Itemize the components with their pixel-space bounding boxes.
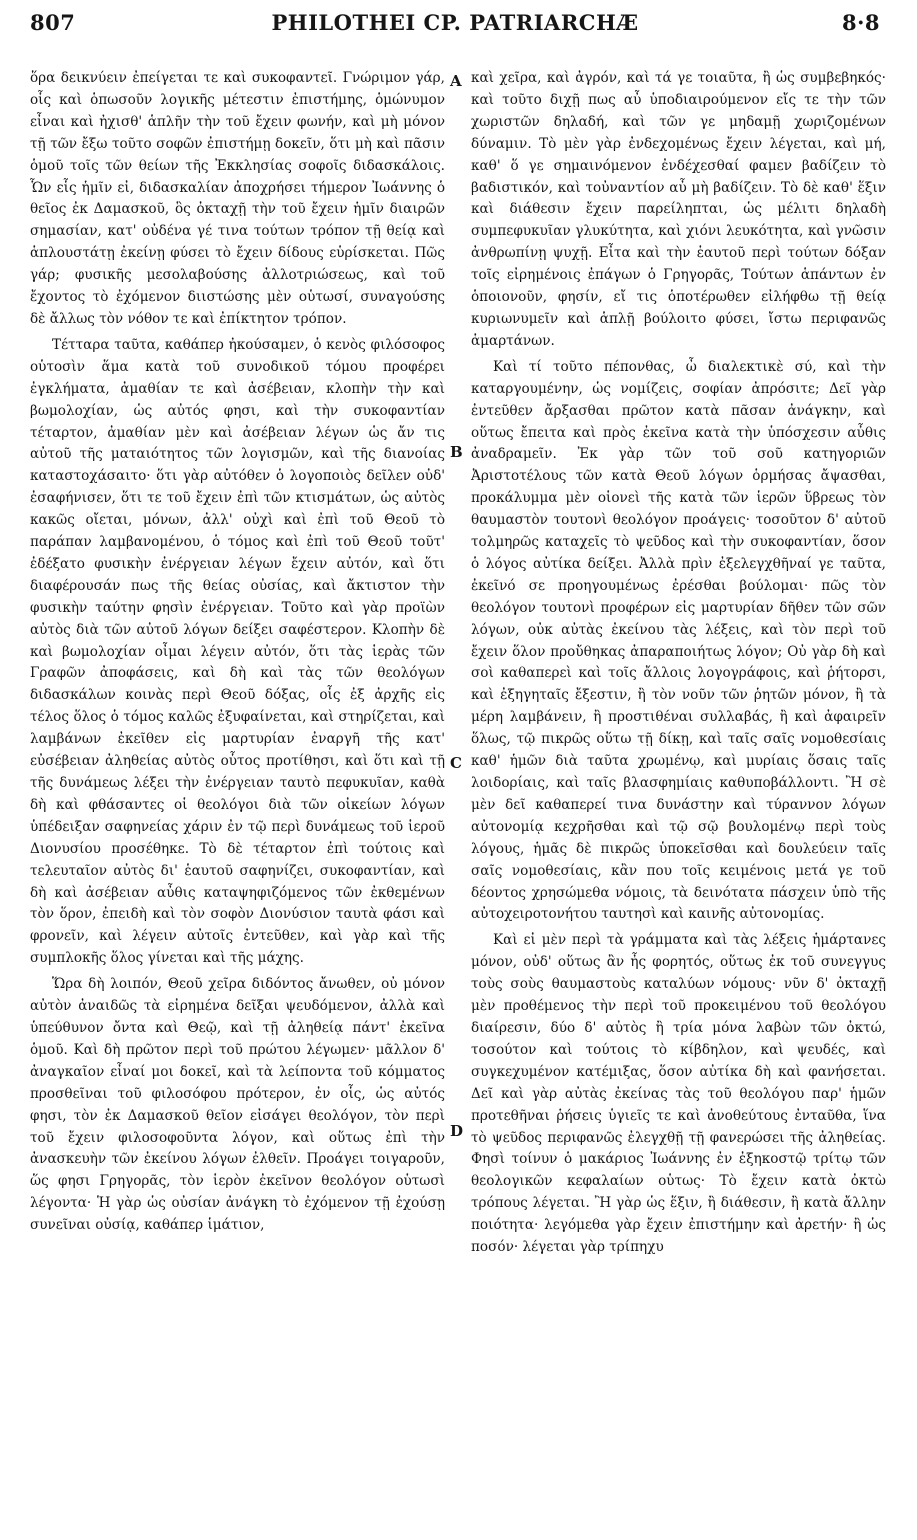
margin-marker-b: B — [450, 443, 463, 461]
right-column — [471, 68, 886, 1259]
left-paragraph-1: ὅρα δεικνύειν ἐπείγεται τε καὶ συκοφαντεῖ. Γνώριμον γάρ, οἷς καὶ ὁπωσοῦν λογικῆς μέτεστιν ἐπιστήμης, ὁμώνυμον εἶναι καὶ ἠχισθ' ἁπλῆν τὴν τοῦ ἔχειν φωνήν, καὶ μὴ μόνον τῇ τῶν ἔξω τοῦτο σοφῶν ἐπιστήμῃ δοκεῖν, ὅτι μὴ καὶ πᾶσιν ὁμοῦ τοῖς τῶν θείων τῆς Ἐκκλησίας σοφοῖς διδασκάλοις. Ὧν εἷς ἡμῖν εἰ, διδασκαλίαν ἀποχρήσει τήμερον Ἰωάννης ὁ θεῖος ἐκ Δαμασκοῦ, ὃς ὀκταχῇ τὴν τοῦ ἔχειν ἡμῖν διαιρῶν σημασίαν, κατ' οὐδένα γέ τινα τούτων τρόπον τῇ θείᾳ καὶ ἁπλουστάτῃ ἐκείνῃ φύσει τὸ ἔχειν δίδους εὑρίσκεται. Πῶς γάρ; φυσικῆς μεσολαβούσης ἀλλοτριώσεως, καὶ τοῦ ἔχοντος τὸ ἐχόμενον διιστώσης μὲν οὑτωσί, συναγούσης δὲ ἄλλως τὸν νόθον τε καὶ ἐπίκτητον τρόπον. — [30, 70, 445, 327]
left-column — [30, 68, 445, 1237]
left-paragraph-2: Τέτταρα ταῦτα, καθάπερ ἠκούσαμεν, ὁ κενὸς φιλόσοφος οὑτοσὶν ἅμα κατὰ τοῦ συνοδικοῦ τόμου προφέρει ἐγκλήματα, ἀμαθίαν τε καὶ ἀσέβειαν, κλοπὴν τὴν καὶ βωμολοχίαν, ὡς αὐτός φησι, καὶ τὴν συκοφαντίαν τέταρτον, ἀμαθίαν μὲν καὶ ἀσέβειαν λέγων ὡς ἄν τις αὐτοῦ τῆς ματαιότητος τῶν λογισμῶν, καὶ τῆς διανοίας καταστοχάσαιτο· ὅτι γὰρ αὐτόθεν ὁ λογοποιὸς δεῖλεν οὐδ' ἐσαφήνισεν, ὅτι τε τοῦ ἔχειν ἐπὶ τῶν κτισμάτων, ὡς αὐτὸς κακῶς οἴεται, μόνων, ἀλλ' οὐχὶ καὶ ἐπὶ τοῦ Θεοῦ τὸ παράπαν λαμβανομένου, ὁ τόμος καὶ ἐπὶ τοῦ Θεοῦ τοῦτ' ἐδέξατο φυσικὴν ἐνέργειαν λέγων ἔχειν αὐτόν, καὶ ὅτι διαφέρουσάν πως τῆς θείας οὐσίας, καὶ ἄκτιστον τὴν φυσικὴν ταύτην φησὶν ἐνέργειαν. Τοῦτο καὶ γὰρ προϊὼν αὐτὸς διὰ τῶν αὐτοῦ λόγων δείξει σαφέστερον. Κλοπὴν δὲ καὶ βωμολοχίαν οἶμαι λέγειν αὐτόν, ὅτι τὰς ἱερὰς τῶν Γραφῶν ἀποφάσεις, καὶ δὴ καὶ τὰς τῶν θεολόγων διδασκάλων κοινὰς περὶ Θεοῦ δόξας, οἷς ἐξ ἀρχῆς εἰς τέλος ὅλος ὁ τόμος καλῶς ἐξυφαίνεται, καὶ στηρίζεται, καὶ λαμβάνων ἐκεῖθεν εἰς μαρτυρίαν ἐναργῆ τῆς κατ' εὐσέβειαν ἀληθείας αὐτὸς οὗτος προτίθησι, καὶ ὅτι καὶ τῇ τῆς δυνάμεως λέξει τὴν ἐνέργειαν ταυτὸ πεφυκυῖαν, καθὰ δὴ καὶ φθάσαντες οἱ θεολόγοι διὰ τῶν οἰκείων λόγων ὑπέδειξαν σαφηνείας χάριν ἐν τῷ περὶ δυνάμεως τοῦ ἱεροῦ Διονυσίου προσέθηκε. Τὸ δὲ τέταρτον ἐπὶ τούτοις καὶ τελευταῖον αὐτὸς δι' ἑαυτοῦ σαφηνίζει, συκοφαντίαν, καὶ δὴ καὶ ἀσέβειαν αὖθις καταψηφιζόμενος τῶν ἐκθεμένων τὸν ὅρον, ἐπειδὴ καὶ τὸν σοφὸν Διονύσιον ταυτὰ φάσι καὶ φρονεῖν, καὶ λέγειν αὐτοῖς ἐντεῦθεν, καὶ γὰρ καὶ τῆς συμπλοκῆς ὅλος γίνεται καὶ τῆς μάχης. — [30, 336, 445, 967]
left-paragraph-3: Ὥρα δὴ λοιπόν, Θεοῦ χεῖρα διδόντος ἄνωθεν, οὐ μόνον αὐτὸν ἀναιδῶς τὰ εἰρημένα δεῖξαι ψευδόμενον, ἀλλὰ καὶ ὑπεύθυνον ὄντα καὶ Θεῷ, καὶ τῇ ἀληθείᾳ πάντ' ἐκεῖνα ὁμοῦ. Καὶ δὴ πρῶτον περὶ τοῦ πρώτου λέγωμεν· μᾶλλον δ' ἀναγκαῖον εἶναί μοι δοκεῖ, καὶ τὰ λείποντα τοῦ κόμματος προσθεῖναι τοῦ φιλοσόφου πρότερον, ἐν οἷς, ὡς αὐτός φησι, τὸν ἐκ Δαμασκοῦ θεῖον εἰσάγει θεολόγον, τὸν περὶ τοῦ ἔχειν φιλοσοφοῦντα λόγον, καὶ οὕτως ἐπὶ τὴν ἀνασκευὴν τῶν ἐκείνου λόγων ἐλθεῖν. Προάγει τοιγαροῦν, ὥς φησι Γρηγορᾶς, τὸν ἱερὸν ἐκεῖνον θεολόγον οὑτωσὶ λέγοντα· Ἡ γὰρ ὡς οὐσίαν ἀνάγκη τὸ ἐχόμενον τῇ ἐχούσῃ συνεῖναι οὐσίᾳ, καθάπερ ἱμάτιον, — [30, 976, 445, 1234]
page-number-right: 8·8 — [841, 10, 880, 35]
page-header — [30, 6, 880, 40]
margin-marker-d: D — [450, 1122, 464, 1140]
right-paragraph-1: καὶ χεῖρα, καὶ ἀγρόν, καὶ τά γε τοιαῦτα, ἢ ὡς συμβεβηκός· καὶ τοῦτο διχῇ πως αὖ ὑποδιαιρούμενον εἴς τε τὴν τῶν χωριστῶν δηλαδή, καὶ τῶν γε μηδαμῇ χωριζομένων δύναμιν. Τὸ μὲν γὰρ ἐνδεχομένως ἔχειν λέγεται, καὶ μή, καθ' ὅ γε σημαινόμενον ἐνδέχεσθαί φαμεν βαδίζειν τὸ βαδιστικόν, καὶ τοὐναντίον αὖ μὴ βαδίζειν. Τὸ δὲ καθ' ἕξιν καὶ διάθεσιν ἔχειν παρείληπται, ὡς μέλιτι δηλαδὴ συμπεφυκυῖαν γλυκύτητα, καὶ χιόνι λευκότητα, καὶ γνῶσιν ἀνθρωπίνῃ ψυχῇ. Εἶτα καὶ τὴν ἑαυτοῦ περὶ τούτων δόξαν τοῖς εἰρημένοις ἐπάγων ὁ Γρηγορᾶς, Τούτων ἁπάντων ἐν ὁποιονοῦν, φησίν, εἴ τις ὁποτέρωθεν εἰλήφθω τῇ θείᾳ κυριωνυμεῖν καὶ ἁπλῇ βούλοιτο φύσει, ἴστω περιφανῶς ἁμαρτάνων. — [471, 70, 886, 349]
right-paragraph-2: Καὶ τί τοῦτο πέπονθας, ὦ διαλεκτικὲ σύ, καὶ τὴν καταργουμένην, ὡς νομίζεις, σοφίαν ἀπρόσιτε; Δεῖ γὰρ ἐντεῦθεν ἄρξασθαι πρῶτον κατὰ πᾶσαν ἀνάγκην, καὶ οὕτως ἔπειτα καὶ πρὸς ἐκεῖνα κατὰ τὴν ὑπόσχεσιν αὖθις ἀναδραμεῖν. Ἐκ γὰρ τῶν τοῦ σοῦ κατηγοριῶν Ἀριστοτέλους τῶν κατὰ Θεοῦ λόγων ὁρμήσας ἄψασθαι, προκάλυμμα μὲν οἱονεὶ τῆς κατὰ τῶν ἱερῶν ὕβρεως τὸν θαυμαστὸν τουτονὶ θεολόγον προάγεις· τοσοῦτον δ' αὐτοῦ τολμηρῶς καταχεῖς τὸ ψεῦδος καὶ τὴν συκοφαντίαν, ὅσον ὁ λόγος αὐτίκα δείξει. Ἀλλὰ πρὶν ἐξελεγχθῆναί γε ταῦτα, ἐκεῖνό σε προηγουμένως ἐρέσθαι βούλομαι· πῶς τὸν θεολόγον τουτονὶ προφέρων εἰς μαρτυρίαν δῆθεν τῶν σῶν λόγων, οὐκ αὐτὰς ἐκείνου τὰς λέξεις, καὶ τὸν περὶ τοῦ ἔχειν ὅλον προὔθηκας ἀπαραποιήτως λόγον; Οὐ γὰρ δὴ καὶ σοὶ καθαπερεὶ καὶ τοῖς ἄλλοις λογογράφοις, καὶ ῥήτορσι, καὶ ἐξηγηταῖς ἔξεστιν, ἢ τὸν νοῦν τῶν ῥητῶν μόνον, ἢ τὰ μέρη λαμβάνειν, ἢ προστιθέναι συλλαβάς, ἢ καὶ ἀφαιρεῖν ὅλως, τῷ πικρῶς οὕτω τῇ δίκῃ, καὶ ταῖς σαῖς νομοθεσίαις καθ' ἡμῶν διὰ ταῦτα χρωμένῳ, καὶ μυρίαις ὅσαις ταῖς λοιδορίαις, καὶ ταῖς βλασφημίαις καθυποβάλλοντι. Ἢ σὲ μὲν δεῖ καθαπερεί τινα δυνάστην καὶ τύραννον λόγων αὐτονομίᾳ κεχρῆσθαι καὶ τῷ σῷ βουλομένῳ περὶ τοὺς λόγους, ἡμᾶς δὲ πικρῶς ὑποκεῖσθαι καὶ δουλεύειν ταῖς σαῖς νομοθεσίαις, κἂν που τοῖς κειμένοις μετά γε τοῦ δέοντος χρησώμεθα νόμοις, τὰ δεινότατα πάσχειν ὑπὸ τῆς αὐτοχειροτονήτου ταυτησὶ καὶ καινῆς αὐτονομίας. — [471, 358, 886, 923]
margin-marker-c: C — [450, 754, 462, 772]
page-number-left: 807 — [30, 10, 76, 35]
running-title: PHILOTHEI CP. PATRIARCHÆ — [271, 10, 639, 35]
margin-marker-a: A — [450, 72, 462, 90]
right-paragraph-3: Καὶ εἰ μὲν περὶ τὰ γράμματα καὶ τὰς λέξεις ἡμάρτανες μόνον, οὐδ' οὕτως ἂν ἦς φορητός, οὕτως ἐκ τοῦ συνεγγυς τοὺς σοὺς θαυμαστοὺς καταλύων νόμους· νῦν δ' ὀκταχῇ μὲν προθέμενος τὴν περὶ τοῦ προκειμένου τοῦ θεολόγου διαίρεσιν, δύο δ' αὐτὸς ἢ τρία μόνα λαβὼν τῶν ὀκτώ, τοσούτον καὶ τούτοις τὸ κίβδηλον, καὶ ψευδές, καὶ συγκεχυμένον κατέμιξας, ὅσον αὐτίκα δὴ καὶ φανήσεται. Δεῖ καὶ γὰρ αὐτὰς ἐκείνας τὰς τοῦ θεολόγου παρ' ἡμῶν προτεθῆναι ῥήσεις ὑγιεῖς τε καὶ ἀνοθεύτους ἐνταῦθα, ἵνα τὸ ψεῦδος περιφανῶς ἐλεγχθῇ τῇ φανερώσει τῆς ἀληθείας. Φησὶ τοίνυν ὁ μακάριος Ἰωάννης ἐν ἐξηκοστῷ τρίτῳ τῶν θεολογικῶν κεφαλαίων οὑτως· Τὸ ἔχειν κατὰ ὀκτὼ τρόπους λέγεται. Ἢ γὰρ ὡς ἕξιν, ἢ διάθεσιν, ἢ κατὰ ἄλλην ποιότητα· λεγόμεθα γὰρ ἔχειν ἐπιστήμην καὶ ἀρετήν· ἢ ὡς ποσόν· λέγεται γὰρ τρίπηχυ — [471, 932, 886, 1256]
